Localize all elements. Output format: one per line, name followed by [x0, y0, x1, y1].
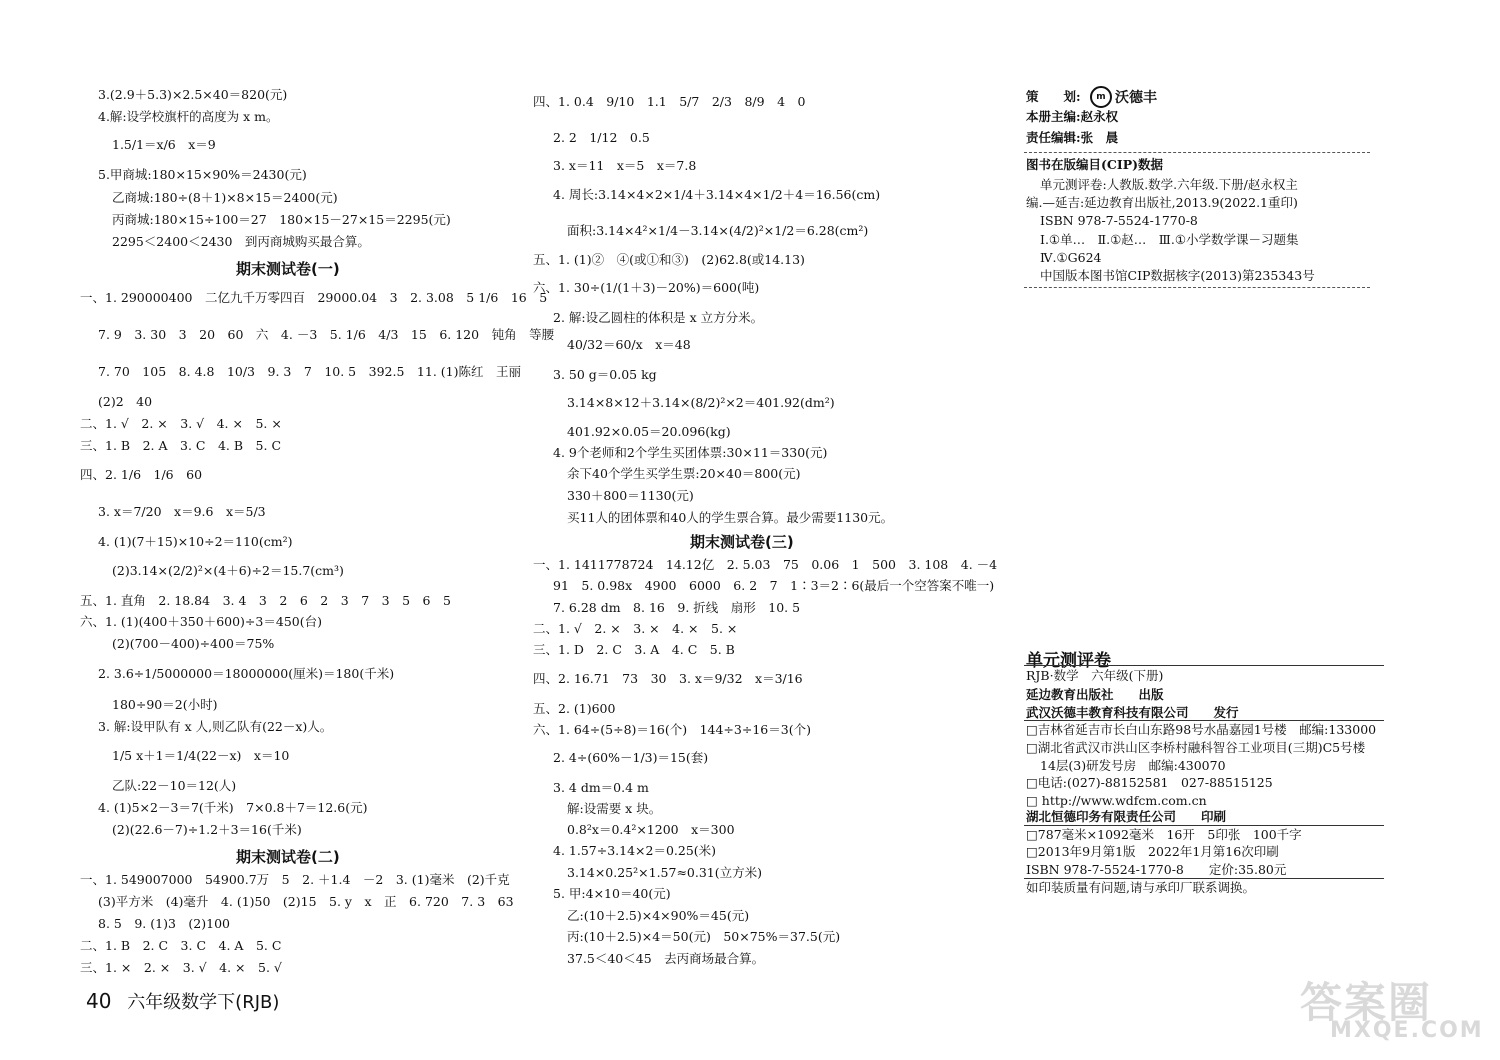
info-line: 单元测评卷:人教版.数学.六年级.下册/赵永权主 — [1040, 177, 1298, 192]
info-line: ISBN 978-7-5524-1770-8 定价:35.80元 — [1026, 862, 1287, 877]
info-line: □787毫米×1092毫米 16开 5印张 100千字 — [1026, 827, 1302, 842]
answer-line: 0.8²x＝0.4²×1200 x＝300 — [567, 822, 735, 837]
answer-line: 四、2. 1/6 1/6 60 — [80, 467, 203, 482]
answer-line: 4. (1)(7＋15)×10÷2＝110(cm²) — [98, 534, 293, 549]
answer-line: 丙:(10＋2.5)×4＝50(元) 50×75%＝37.5(元) — [567, 929, 841, 944]
answer-line: 六、1. 64÷(5÷8)＝16(个) 144÷3÷16＝3(个) — [533, 722, 811, 737]
logo-circle-icon: m — [1090, 86, 1112, 108]
answer-line: 六、1. 30÷(1/(1＋3)－20%)＝600(吨) — [533, 280, 760, 295]
answer-line: 7. 70 105 8. 4.8 10/3 9. 3 7 10. 5 392.5 11. (1)陈红 王丽 — [98, 364, 521, 379]
info-line: □电话:(027)-88152581 027-88515125 — [1026, 775, 1273, 790]
answer-line: (2)(22.6－7)÷1.2＋3＝16(千米) — [112, 822, 302, 837]
answer-line: 3.14×8×12＋3.14×(8/2)²×2＝401.92(dm²) — [567, 395, 835, 410]
divider — [1024, 287, 1370, 288]
answer-line: 五、1. 直角 2. 18.84 3. 4 3 2 6 2 3 7 3 5 6 5 — [80, 593, 451, 608]
info-line: 本册主编:赵永权 — [1026, 109, 1119, 124]
answer-line: 一、1. 549007000 54900.7万 5 2. ＋1.4 －2 3. (1)毫米 (2)千克 — [80, 872, 510, 887]
answer-line: (3)平方米 (4)毫升 4. (1)50 (2)15 5. y x 正 6. 720 7. 3 63 — [98, 894, 514, 909]
watermark-url: MXQE.COM — [1330, 1018, 1484, 1043]
answer-line: 4. 9个老师和2个学生买团体票:30×11＝330(元) — [553, 445, 828, 460]
answer-line: 3.(2.9＋5.3)×2.5×40＝820(元) — [98, 87, 288, 102]
info-line: □ http://www.wdfcm.com.cn — [1026, 793, 1207, 808]
answer-line: 三、1. D 2. C 3. A 4. C 5. B — [533, 642, 735, 657]
section-title: 期末测试卷(三) — [690, 533, 794, 551]
section-title: 期末测试卷(二) — [236, 848, 340, 866]
answer-line: (2)(700－400)÷400＝75% — [112, 636, 275, 651]
info-line: 中国版本图书馆CIP数据核字(2013)第235343号 — [1040, 268, 1315, 283]
info-line: Ⅳ.①G624 — [1040, 250, 1102, 265]
answer-line: 4. 1.57÷3.14×2＝0.25(米) — [553, 843, 717, 858]
answer-line: 三、1. × 2. × 3. √ 4. × 5. √ — [80, 960, 282, 975]
answer-line: 二、1. B 2. C 3. C 4. A 5. C — [80, 938, 282, 953]
info-line: 延边教育出版社 出版 — [1026, 687, 1164, 702]
answer-line: 乙:(10＋2.5)×4×90%＝45(元) — [567, 908, 750, 923]
answer-line: 37.5＜40＜45 去丙商场最合算。 — [567, 951, 765, 966]
answer-line: 六、1. (1)(400＋350＋600)÷3＝450(台) — [80, 614, 322, 629]
answer-line: (2)2 40 — [98, 394, 153, 409]
answer-line: 3. 4 dm＝0.4 m — [553, 780, 649, 795]
answer-line: 1/5 x＋1＝1/4(22－x) x＝10 — [112, 748, 290, 763]
info-line: □2013年9月第1版 2022年1月第16次印刷 — [1026, 844, 1279, 859]
info-line: 图书在版编目(CIP)数据 — [1026, 157, 1164, 172]
answer-line: 3. x＝7/20 x＝9.6 x＝5/3 — [98, 504, 266, 519]
divider — [1024, 152, 1370, 153]
answer-line: 401.92×0.05＝20.096(kg) — [567, 424, 731, 439]
divider — [1024, 878, 1384, 879]
info-line: □吉林省延吉市长白山东路98号水晶嘉园1号楼 邮编:133000 — [1026, 722, 1377, 737]
logo-text: 沃德丰 — [1115, 90, 1157, 106]
info-line: 如印装质量有问题,请与承印厂联系调换。 — [1026, 880, 1255, 895]
info-line: 湖北恒德印务有限责任公司 印刷 — [1026, 809, 1227, 824]
info-line: 武汉沃德丰教育科技有限公司 发行 — [1026, 705, 1239, 720]
answer-line: 解:设需要 x 块。 — [567, 801, 662, 816]
answer-line: 2. 3.6÷1/5000000＝18000000(厘米)＝180(千米) — [98, 666, 395, 681]
info-line: ISBN 978-7-5524-1770-8 — [1040, 213, 1198, 228]
answer-line: 330＋800＝1130(元) — [567, 488, 694, 503]
answer-line: 180÷90＝2(小时) — [112, 697, 218, 712]
answer-line: 3.14×0.25²×1.57≈0.31(立方米) — [567, 865, 763, 880]
answer-line: 2. 4÷(60%－1/3)＝15(套) — [553, 750, 709, 765]
answer-line: 四、2. 16.71 73 30 3. x＝9/32 x＝3/16 — [533, 671, 803, 686]
answer-line: 五、2. (1)600 — [533, 701, 616, 716]
answer-line: 三、1. B 2. A 3. C 4. B 5. C — [80, 438, 282, 453]
watermark — [1300, 970, 1484, 1043]
answer-line: 五、1. (1)② ④(或①和③) (2)62.8(或14.13) — [533, 252, 805, 267]
answer-line: 7. 6.28 dm 8. 16 9. 折线 扇形 10. 5 — [553, 600, 801, 615]
answer-line: 一、1. 1411778724 14.12亿 2. 5.03 75 0.06 1 500 3. 108 4. －4 — [533, 557, 998, 572]
answer-line: 1.5/1＝x/6 x＝9 — [112, 137, 216, 152]
answer-line: 8. 5 9. (1)3 (2)100 — [98, 916, 230, 931]
answer-line: 二、1. √ 2. × 3. √ 4. × 5. × — [80, 416, 282, 431]
answer-line: 丙商城:180×15÷100＝27 180×15－27×15＝2295(元) — [112, 212, 451, 227]
divider — [1024, 665, 1384, 666]
answer-line: 2295＜2400＜2430 到丙商城购买最合算。 — [112, 234, 370, 249]
divider — [1024, 825, 1384, 826]
info-line: 责任编辑:张 晨 — [1026, 130, 1119, 145]
answer-line: 4.解:设学校旗杆的高度为 x m。 — [98, 109, 279, 124]
page-footer — [86, 988, 279, 1014]
answer-line: 余下40个学生买学生票:20×40＝800(元) — [567, 466, 801, 481]
answer-line: 一、1. 290000400 二亿九千万零四百 29000.04 3 2. 3.08 5 1/6 16 5 — [80, 290, 548, 305]
info-line: 14层(3)研发号房 邮编:430070 — [1040, 758, 1226, 773]
answer-line: 91 5. 0.98x 4900 6000 6. 2 7 1∶3＝2∶6(最后一个空答案不唯一) — [553, 578, 995, 593]
answer-line: 40/32＝60/x x＝48 — [567, 337, 691, 352]
answer-line: 4. (1)5×2－3＝7(千米) 7×0.8＋7＝12.6(元) — [98, 800, 368, 815]
answer-line: 7. 9 3. 30 3 20 60 六 4. －3 5. 1/6 4/3 15 6. 120 钝角 等腰 — [98, 327, 555, 342]
answer-line: 3. x＝11 x＝5 x＝7.8 — [553, 158, 697, 173]
answer-line: 3. 50 g＝0.05 kg — [553, 367, 657, 382]
answer-line: 面积:3.14×4²×1/4－3.14×(4/2)²×1/2＝6.28(cm²) — [567, 223, 869, 238]
answer-line: 乙商城:180÷(8＋1)×8×15＝2400(元) — [112, 190, 338, 205]
book-label: 六年级数学下(RJB) — [127, 992, 280, 1013]
info-line: RJB·数学 六年级(下册) — [1026, 668, 1164, 683]
info-line: Ⅰ.①单… Ⅱ.①赵… Ⅲ.①小学数学课－习题集 — [1040, 232, 1299, 247]
answer-line: 5.甲商城:180×15×90%＝2430(元) — [98, 167, 307, 182]
answer-line: 乙队:22－10＝12(人) — [112, 778, 237, 793]
publisher-logo — [1090, 86, 1157, 108]
answer-line: 3. 解:设甲队有 x 人,则乙队有(22－x)人。 — [98, 719, 333, 734]
section-title: 期末测试卷(一) — [236, 260, 340, 278]
divider — [1024, 720, 1384, 721]
answer-line: 5. 甲:4×10＝40(元) — [553, 886, 671, 901]
page-number: 40 — [86, 989, 112, 1013]
answer-line: 2. 解:设乙圆柱的体积是 x 立方分米。 — [553, 310, 764, 325]
book-title: 单元测评卷 — [1026, 651, 1111, 671]
answer-line: 四、1. 0.4 9/10 1.1 5/7 2/3 8/9 4 0 — [533, 94, 806, 109]
answer-line: (2)3.14×(2/2)²×(4＋6)÷2＝15.7(cm³) — [112, 563, 344, 578]
answer-line: 二、1. √ 2. × 3. × 4. × 5. × — [533, 621, 738, 636]
info-line: 编.—延吉:延边教育出版社,2013.9(2022.1重印) — [1026, 195, 1298, 210]
answer-line: 买11人的团体票和40人的学生票合算。最少需要1130元。 — [567, 510, 894, 525]
answer-line: 2. 2 1/12 0.5 — [553, 130, 650, 145]
info-line: 策 划: — [1026, 89, 1081, 104]
info-line: □湖北省武汉市洪山区李桥村融科智谷工业项目(三期)C5号楼 — [1026, 740, 1366, 755]
watermark-text: 答案圈 — [1300, 978, 1433, 1027]
answer-line: 4. 周长:3.14×4×2×1/4＋3.14×4×1/2＋4＝16.56(cm) — [553, 187, 881, 202]
